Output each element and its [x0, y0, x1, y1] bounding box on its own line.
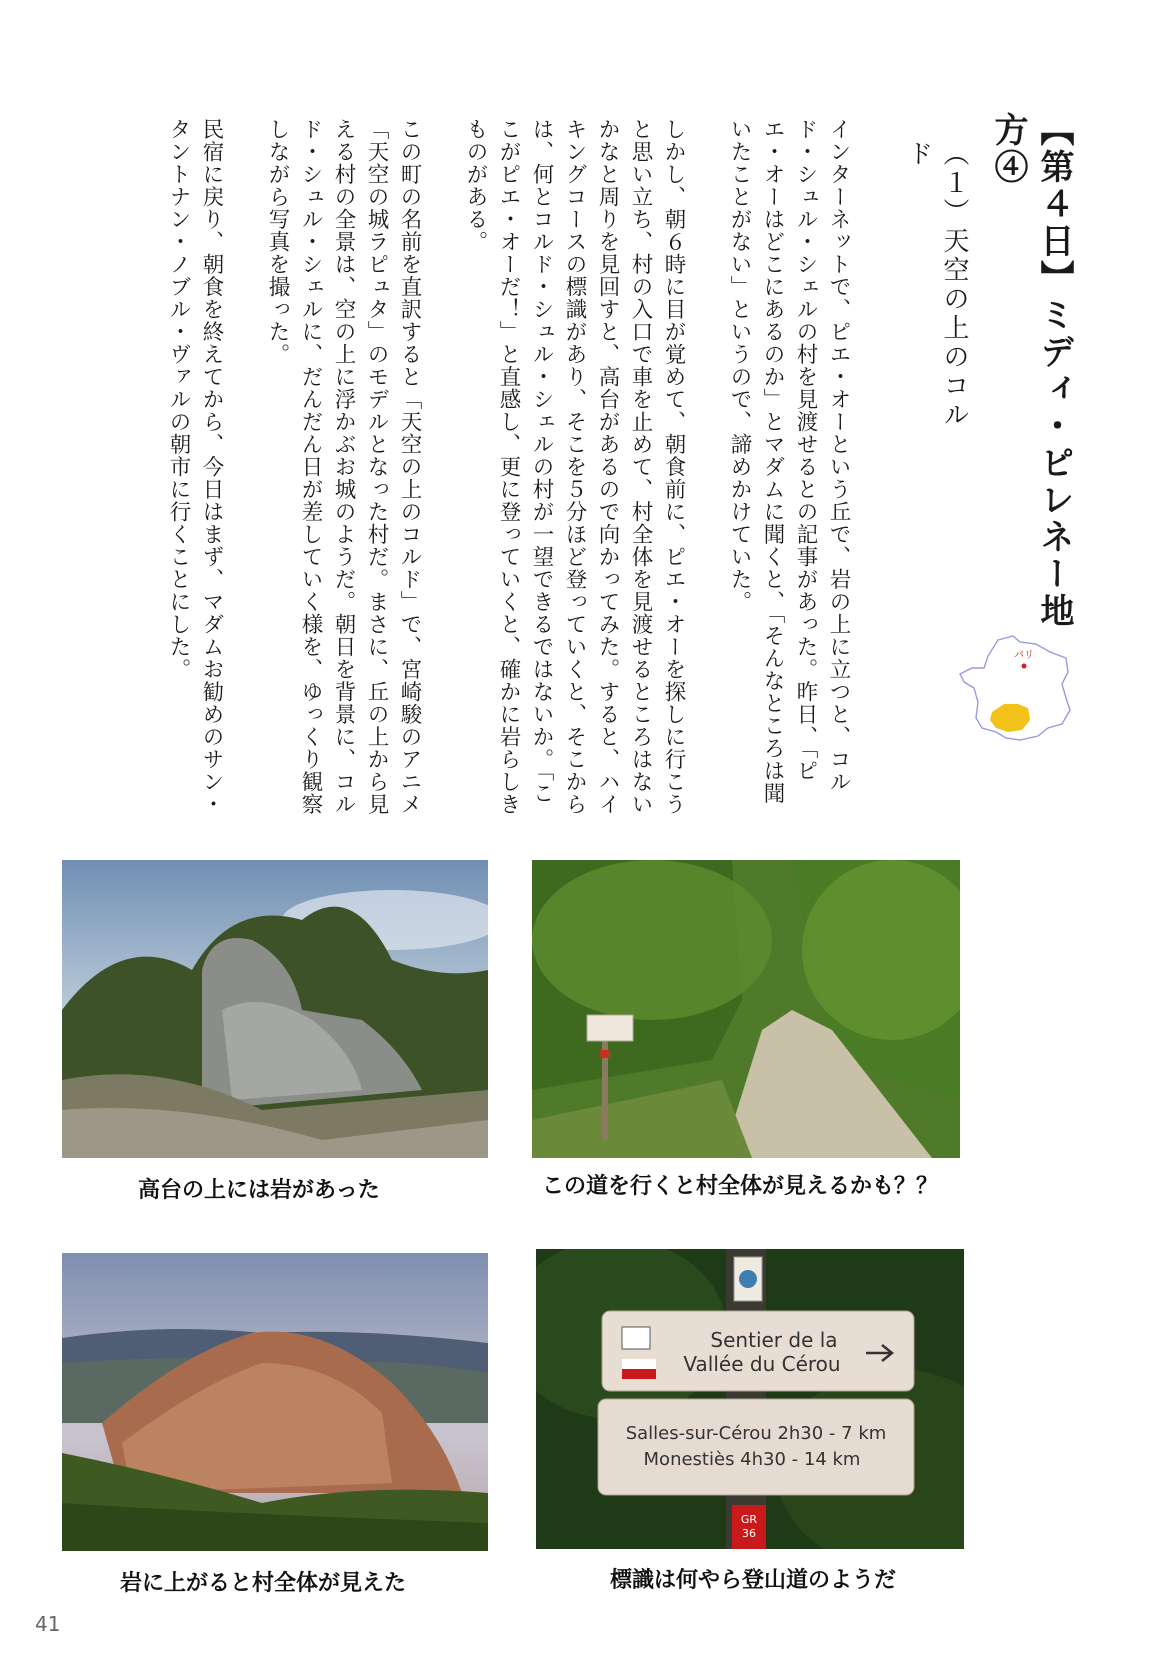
- paragraph: しかし、朝６時に目が覚めて、朝食前に、ピエ・オーを探しに行こうと思い立ち、村の入口で車を止めて、村全体を見渡せるところはないかなと周りを見回すと、高台があるので向かってみた。すると、ハイキングコースの標識があり、そこを５分ほど登っていくと、そこからは、何とコルド・シュル・シェルの村が一望できるではないか。「ここがピエ・オーだ！」と直感し、更に登っていくと、確かに岩らしきものがある。: [463, 118, 686, 816]
- forest-path-photo: [532, 860, 960, 1158]
- photo-caption: 標識は何やら登山道のようだ: [610, 1568, 897, 1593]
- sign-line-2a: Salles-sur-Cérou 2h30 - 7 km: [625, 1423, 887, 1444]
- photo-caption: 高台の上には岩があった: [138, 1178, 380, 1203]
- section-heading: （１）天空の上のコルド: [903, 140, 969, 430]
- gr-marker-a: GR: [740, 1513, 758, 1526]
- france-map-icon: [958, 632, 1076, 752]
- map-label: パリ: [1014, 650, 1034, 661]
- sign-line-2b: Monestiès 4h30 - 14 km: [643, 1449, 861, 1470]
- gr-marker-b: 36: [742, 1527, 756, 1540]
- page-number: 41: [35, 1612, 61, 1636]
- photo-caption: この道を行くと村全体が見えるかも？？: [542, 1174, 939, 1199]
- article-body: [115, 118, 855, 818]
- rock-hilltop-photo: [62, 860, 488, 1158]
- paragraph: インターネットで、ピエ・オーという丘で、岩の上に立つと、コルド・シュル・シェルの村を見渡せるとの記事があった。昨日、「ピエ・オーはどこにあるのか」とマダムに聞くと、「そんなところは聞いたことがない」というので、諦めかけていた。: [727, 118, 851, 805]
- village-panorama-photo: [62, 1253, 488, 1551]
- page-title: 【第４日】ミディ・ピレネー地方④: [988, 112, 1074, 630]
- paragraph: 民宿に戻り、朝食を終えてから、今日はまず、マダムお勧めのサン・タントナン・ノブル・ヴァルの朝市に行くことにした。: [166, 118, 224, 816]
- trail-sign-photo: [536, 1249, 964, 1549]
- sign-line-1b: Vallée du Cérou: [683, 1352, 841, 1376]
- paragraph: この町の名前を直訳すると「天空の上のコルド」で、宮崎駿のアニメ「天空の城ラピュタ」のモデルとなった村だ。まさに、丘の上から見える村の全景は、空の上に浮かぶお城のようだ。朝日を背景に、コルド・シュル・シェルに、だんだん日が差していく様を、ゆっくり観察しながら写真を撮った。: [265, 118, 422, 816]
- sign-line-1a: Sentier de la: [710, 1328, 838, 1352]
- photo-caption: 岩に上がると村全体が見えた: [120, 1571, 407, 1596]
